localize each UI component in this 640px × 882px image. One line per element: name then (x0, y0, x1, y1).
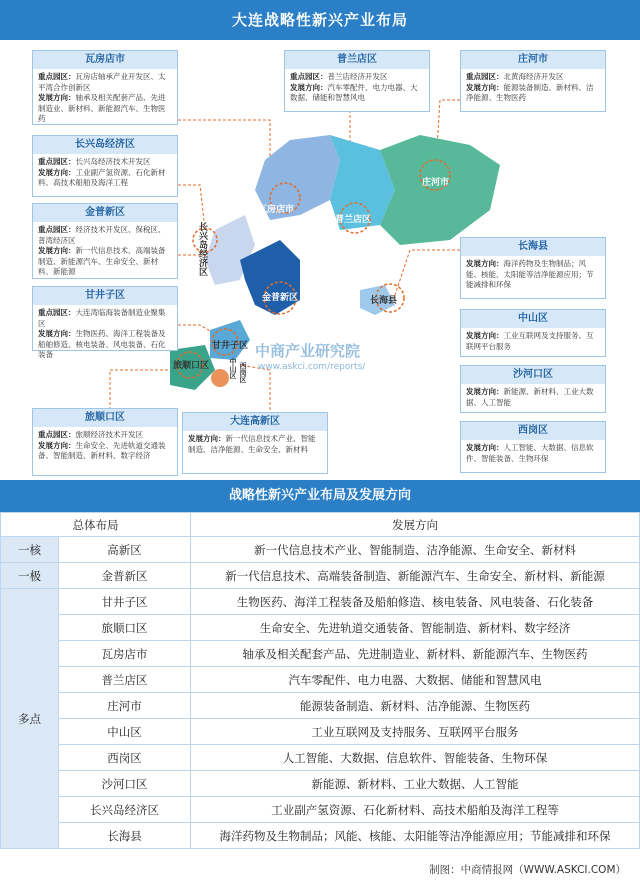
direction-cell: 能源装备制造、新材料、洁净能源、生物医药 (191, 693, 640, 719)
page-title: 大连战略性新兴产业布局 (0, 0, 640, 40)
direction-cell: 工业副产氢资源、石化新材料、高技术船舶及海洋工程等 (191, 797, 640, 823)
card-changxing: 长兴岛经济区 重点园区：长兴岛经济技术开发区 发展方向：工业副产氢资源、石化新材料、高技术船舶及海洋工程 (32, 135, 178, 197)
region-cell: 西岗区 (59, 745, 191, 771)
table-row (1, 667, 640, 693)
table-row (1, 745, 640, 771)
map-label-jinpu: 金普新区 (262, 293, 299, 303)
category-cell: 一核 (1, 537, 59, 563)
leader-line (395, 250, 460, 295)
map-label-ganjingzi: 甘井子区 (212, 341, 249, 351)
card-jinpu: 金普新区 重点园区：经济技术开发区、保税区、普湾经济区 发展方向：新一代信息技术、高端装备制造、新能源汽车、生命安全、新材料、新能源 (32, 203, 178, 279)
card-lvshunkou: 旅顺口区 重点园区：旅顺经济技术开发区 发展方向：生命安全、先进轨道交通装备、智能制造、新材料、数字经济 (32, 408, 178, 476)
region-cell: 中山区 (59, 719, 191, 745)
column-header: 发展方向 (191, 513, 640, 537)
card-title: 大连高新区 (183, 413, 327, 431)
region-cell: 金普新区 (59, 563, 191, 589)
region-cell: 甘井子区 (59, 589, 191, 615)
direction-cell: 人工智能、大数据、信息软件、智能装备、生物环保 (191, 745, 640, 771)
table-row (1, 563, 640, 589)
card-title: 中山区 (461, 310, 605, 328)
table-title: 战略性新兴产业布局及发展方向 (0, 480, 640, 512)
layout-table (0, 512, 640, 849)
card-shahekou: 沙河口区 发展方向：新能源、新材料、工业大数据、人工智能 (460, 365, 606, 413)
card-ganjingzi: 甘井子区 重点园区：大连湾临海装备制造业聚集区 发展方向：生物医药、海洋工程装备及船舶修造、核电装备、风电装备、石化装备 (32, 286, 178, 351)
map-label-changhai: 长海县 (370, 296, 398, 306)
map-label-xigang: 西岗区 (239, 362, 247, 383)
direction-cell: 生物医药、海洋工程装备及船舶修造、核电装备、风电装备、石化装备 (191, 589, 640, 615)
map-label-zhongshan: 中山区 (229, 358, 237, 379)
table-row (1, 771, 640, 797)
direction-cell: 新能源、新材料、工业大数据、人工智能 (191, 771, 640, 797)
card-title: 金普新区 (33, 204, 177, 222)
card-pulandian: 普兰店区 重点园区：普兰店经济开发区 发展方向：汽车零配件、电力电器、大数据、储能和智慧风电 (284, 50, 430, 112)
map-label-zhuanghe: 庄河市 (422, 178, 450, 188)
card-changhai: 长海县 发展方向：海洋药物及生物制品；风能、核能、太阳能等洁净能源应用；节能减排和环保 (460, 237, 606, 299)
table-row (1, 823, 640, 849)
region-cell: 瓦房店市 (59, 641, 191, 667)
watermark-url: www.askci.com/reports/ (258, 362, 366, 372)
card-title: 西岗区 (461, 422, 605, 440)
region-cell: 高新区 (59, 537, 191, 563)
region-cell: 沙河口区 (59, 771, 191, 797)
category-cell: 多点 (1, 589, 59, 849)
map-label-wafangdian: 瓦房店市 (258, 205, 295, 215)
category-cell: 一极 (1, 563, 59, 589)
region-cell: 旅顺口区 (59, 615, 191, 641)
direction-cell: 新一代信息技术、高端装备制造、新能源汽车、生命安全、新材料、新能源 (191, 563, 640, 589)
direction-cell: 新一代信息技术产业、智能制造、洁净能源、生命安全、新材料 (191, 537, 640, 563)
table-body (1, 537, 640, 849)
card-zhongshan: 中山区 发展方向：工业互联网及支持服务、互联网平台服务 (460, 309, 606, 357)
card-title: 沙河口区 (461, 366, 605, 384)
watermark: 中商产业研究院 (255, 342, 361, 360)
region-cell: 庄河市 (59, 693, 191, 719)
leader-line (178, 120, 270, 180)
direction-cell: 轴承及相关配套产品、先进制造业、新材料、新能源汽车、生物医药 (191, 641, 640, 667)
table-row (1, 641, 640, 667)
card-title: 长海县 (461, 238, 605, 256)
card-wafangdian: 瓦房店市 重点园区：瓦房店轴承产业开发区、太平湾合作创新区 发展方向：轴承及相关配套产品、先进制造业、新材料、新能源汽车、生物医药 (32, 50, 178, 125)
marker-gaoxin (211, 369, 229, 387)
map-label-changxing: 长兴岛经济区 (197, 222, 207, 276)
card-title: 长兴岛经济区 (33, 136, 177, 154)
table-row (1, 719, 640, 745)
card-title: 旅顺口区 (33, 409, 177, 427)
map-label-lvshunkou: 旅顺口区 (173, 361, 210, 371)
card-title: 庄河市 (461, 51, 605, 69)
table-row (1, 797, 640, 823)
map-area (0, 40, 640, 480)
source-note: 制图：中商情报网（WWW.ASKCI.COM） (429, 864, 626, 876)
region-cell: 长海县 (59, 823, 191, 849)
region-zhuanghe (380, 135, 500, 245)
direction-cell: 海洋药物及生物制品；风能、核能、太阳能等洁净能源应用；节能减排和环保 (191, 823, 640, 849)
card-title: 瓦房店市 (33, 51, 177, 69)
column-header: 总体布局 (1, 513, 191, 537)
region-cell: 长兴岛经济区 (59, 797, 191, 823)
direction-cell: 工业互联网及支持服务、互联网平台服务 (191, 719, 640, 745)
card-xigang: 西岗区 发展方向：人工智能、大数据、信息软件、智能装备、生物环保 (460, 421, 606, 473)
direction-cell: 生命安全、先进轨道交通装备、智能制造、新材料、数字经济 (191, 615, 640, 641)
table-row (1, 537, 640, 563)
card-title: 普兰店区 (285, 51, 429, 69)
table-row (1, 693, 640, 719)
region-cell: 普兰店区 (59, 667, 191, 693)
card-title: 甘井子区 (33, 287, 177, 305)
card-zhuanghe: 庄河市 重点园区：北黄海经济开发区 发展方向：能源装备制造、新材料、洁净能源、生物医药 (460, 50, 606, 112)
direction-cell: 汽车零配件、电力电器、大数据、储能和智慧风电 (191, 667, 640, 693)
table-row (1, 615, 640, 641)
map-label-pulandian: 普兰店区 (335, 215, 372, 225)
table-row (1, 589, 640, 615)
card-gaoxin: 大连高新区 发展方向：新一代信息技术产业、智能制造、洁净能源、生命安全、新材料 (182, 412, 328, 474)
